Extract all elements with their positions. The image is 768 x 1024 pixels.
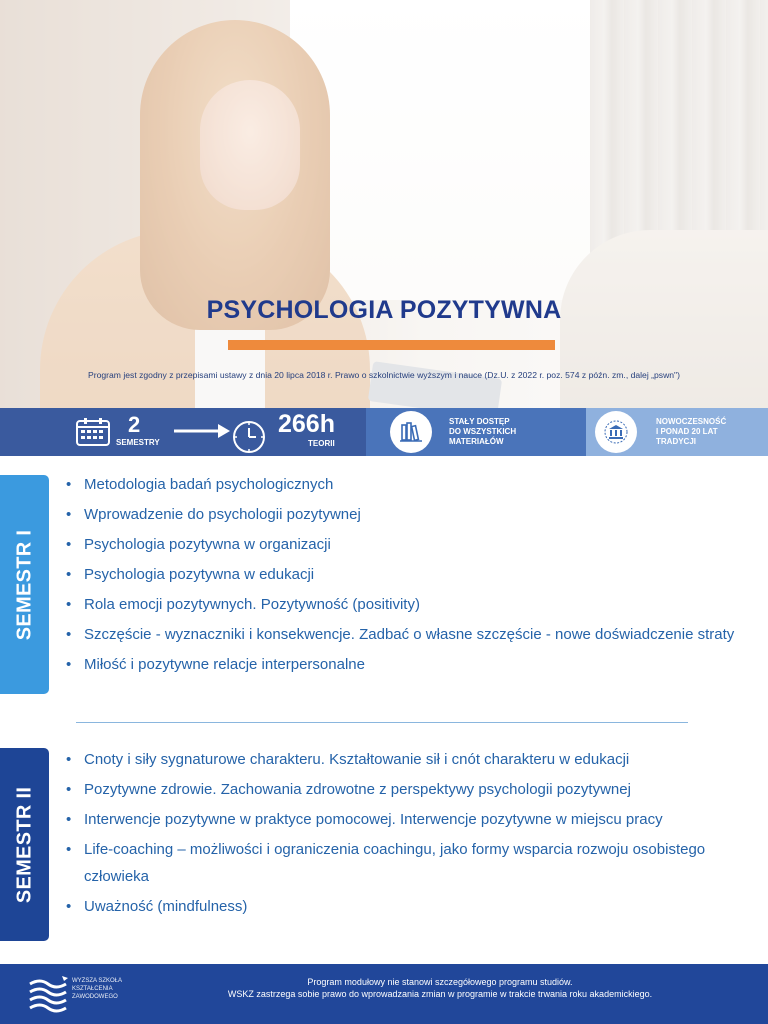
semester-2-course-list: [64, 746, 754, 923]
materials-line-1: STAŁY DOSTĘP: [449, 417, 510, 426]
course-name: Pozytywne zdrowie. Zachowania zdrowotne z perspektywy psychologii pozytywnej: [84, 781, 631, 798]
info-band: [0, 408, 768, 456]
bullet: •: [66, 626, 72, 643]
list-item: [64, 531, 754, 558]
bullet: •: [66, 566, 72, 583]
wave-logo-icon: [26, 974, 70, 1014]
course-name: Cnoty i siły sygnaturowe charakteru. Kształtowanie sił i cnót charakteru w edukacji: [84, 751, 630, 768]
bullet: •: [66, 506, 72, 523]
bullet: •: [66, 596, 72, 613]
tradition-line-2: I PONAD 20 LAT: [656, 427, 718, 436]
footer: [0, 964, 768, 1024]
semester-2-label: SEMESTR II: [13, 786, 35, 903]
semester-1-label: SEMESTR I: [13, 529, 35, 640]
bullet: •: [66, 656, 72, 673]
materials-text: [449, 417, 516, 447]
arrow-right-icon: [174, 423, 230, 439]
semesters-count: 2: [128, 412, 141, 437]
list-item: [64, 836, 754, 890]
tradition-text: [656, 417, 726, 447]
tradition-line-3: TRADYCJI: [656, 437, 697, 446]
footer-note-line-2: WSKZ zastrzega sobie prawo do wprowadzania zmian w programie w trakcie trwania roku akademickiego.: [227, 989, 653, 999]
hours-count: 266h: [278, 410, 335, 438]
hours-label: TEORII: [308, 439, 335, 448]
bullet: •: [66, 476, 72, 493]
list-item: [64, 471, 754, 498]
course-name: Psychologia pozytywna w organizacji: [84, 536, 331, 553]
list-item: [64, 651, 754, 678]
course-name: Psychologia pozytywna w edukacji: [84, 566, 315, 583]
books-icon: [390, 411, 432, 453]
clock-icon: [231, 420, 267, 454]
list-item: [64, 621, 754, 648]
semester-divider: [76, 722, 688, 723]
page-title: PSYCHOLOGIA POZYTYWNA: [206, 296, 562, 324]
logo-line-2: KSZTAŁCENIA: [72, 986, 113, 992]
logo-line-3: ZAWODOWEGO: [72, 994, 118, 1000]
calendar-icon: [76, 418, 110, 446]
course-name: Wprowadzenie do psychologii pozytywnej: [84, 506, 361, 523]
materials-line-3: MATERIAŁÓW: [449, 437, 504, 446]
semester-2-tab: [0, 748, 49, 941]
title-accent-bar: [228, 340, 555, 350]
bullet: •: [66, 751, 72, 768]
university-icon: [595, 411, 637, 453]
list-item: [64, 776, 754, 803]
bullet: •: [66, 536, 72, 553]
list-item: [64, 591, 754, 618]
course-name: Uważność (mindfulness): [84, 898, 248, 915]
list-item: [64, 501, 754, 528]
bullet: •: [66, 841, 72, 858]
logo-line-1: WYŻSZA SZKOŁA: [72, 978, 123, 984]
legal-note: Program jest zgodny z przepisami ustawy z dnia 20 lipca 2018 r. Prawo o szkolnictwie wyższym i nauce (Dz.U. z 2022 r. poz. 574 z późn. zm., dalej „pswn"): [88, 370, 680, 380]
bullet: •: [66, 811, 72, 828]
bullet: •: [66, 781, 72, 798]
tradition-line-1: NOWOCZESNOŚĆ: [656, 417, 727, 426]
course-name: Life-coaching – możliwości i ograniczenia coachingu, jako formy wsparcia rozwoju osobistego człowieka: [84, 841, 706, 885]
list-item: [64, 806, 754, 833]
logo-text: [72, 977, 122, 1001]
list-item: [64, 746, 754, 773]
semesters-label: SEMESTRY: [116, 438, 160, 447]
course-name: Interwencje pozytywne w praktyce pomocowej. Interwencje pozytywne w miejscu pracy: [84, 811, 663, 828]
info-band-duration: [0, 408, 366, 456]
materials-line-2: DO WSZYSTKICH: [449, 427, 517, 436]
list-item: [64, 561, 754, 588]
course-name: Rola emocji pozytywnych. Pozytywność (positivity): [84, 596, 420, 613]
semester-1-course-list: [64, 471, 754, 681]
footer-note-line-1: Program modułowy nie stanowi szczegółowego programu studiów.: [307, 977, 573, 987]
course-name: Miłość i pozytywne relacje interpersonalne: [84, 656, 365, 673]
course-name: Szczęście - wyznaczniki i konsekwencje. Zadbać o własne szczęście - nowe doświadczenie straty: [84, 626, 735, 643]
semester-1-tab: [0, 475, 49, 694]
footer-note: [120, 976, 760, 1000]
list-item: [64, 893, 754, 920]
course-name: Metodologia badań psychologicznych: [84, 476, 334, 493]
bullet: •: [66, 898, 72, 915]
